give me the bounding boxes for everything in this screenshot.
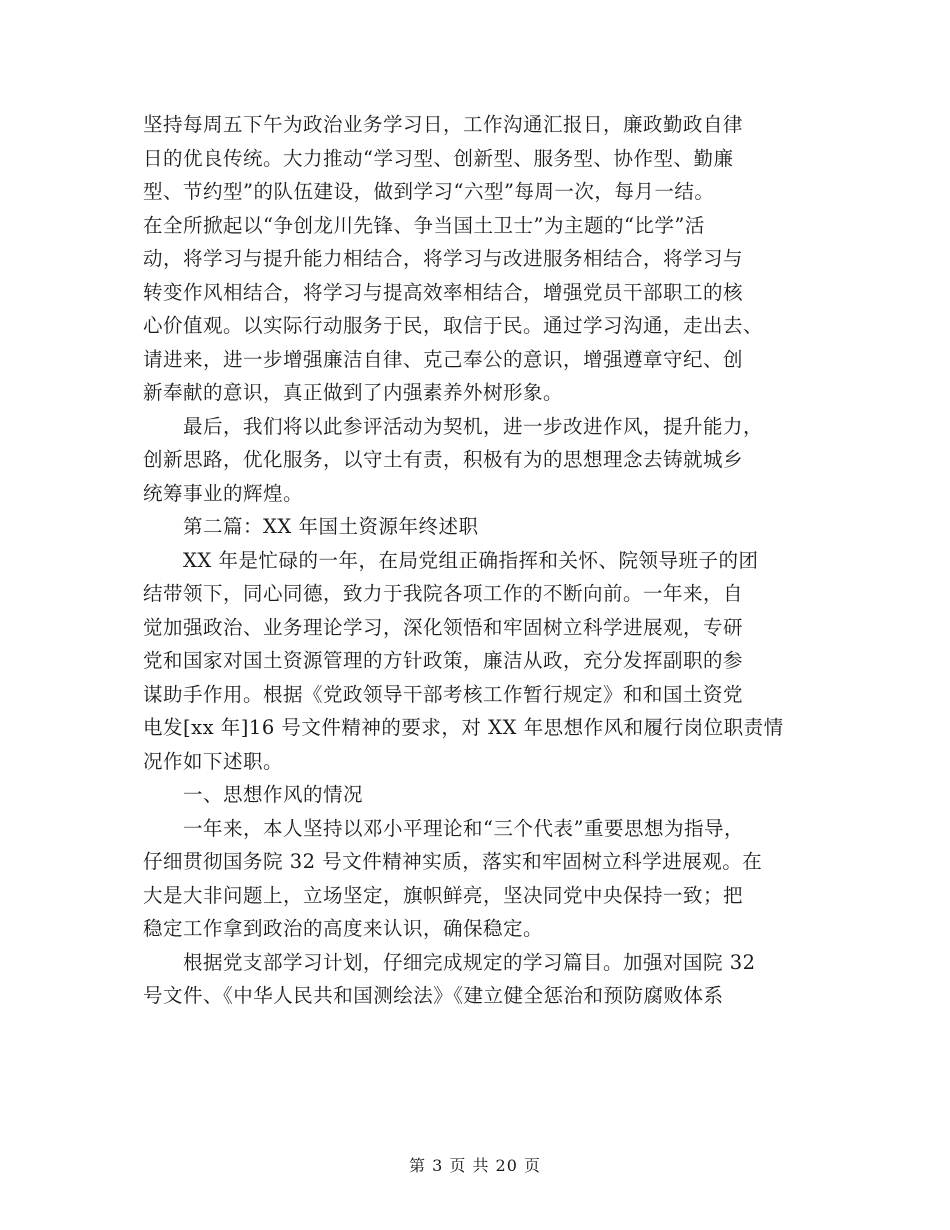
text-line: 况作如下述职。	[143, 749, 284, 773]
text-line: 电发[xx 年]16 号文件精神的要求，对 XX 年思想作风和履行岗位职责情	[143, 716, 784, 739]
text-line: 结带领下，同心同德，致力于我院各项工作的不断向前。一年来，自	[143, 582, 744, 605]
text-line: XX 年是忙碌的一年，在局党组正确指挥和关怀、院领导班子的团	[143, 548, 759, 572]
text-line: 最后，我们将以此参评活动为契机，进一步改进作风，提升能力，	[143, 414, 764, 438]
text-line: 仔细贯彻国务院 32 号文件精神实质，落实和牢固树立科学进展观。在	[143, 850, 763, 873]
text-line: 新奉献的意识，真正做到了内强素养外树形象。	[143, 381, 564, 404]
text-line: 觉加强政治、业务理论学习，深化领悟和牢固树立科学进展观，专研	[143, 615, 744, 639]
text-line: 转变作风相结合，将学习与提高效率相结合，增强党员干部职工的核	[143, 280, 744, 304]
text-line: 大是大非问题上，立场坚定，旗帜鲜亮，坚决同党中央保持一致；把	[143, 883, 744, 907]
text-line: 谋助手作用。根据《党政领导干部考核工作暂行规定》和和国土资党	[143, 682, 744, 706]
text-line: 在全所掀起以“争创龙川先锋、争当国土卫士”为主题的“比学”活	[143, 213, 705, 237]
text-line: 统筹事业的辉煌。	[143, 481, 304, 505]
page-number-footer: 第 3 页 共 20 页	[409, 1156, 541, 1175]
text-line: 型、节约型”的队伍建设，做到学习“六型”每周一次，每月一结。	[143, 180, 715, 203]
section-heading: 第二篇：XX 年国土资源年终述职	[143, 515, 479, 538]
text-line: 号文件、《中华人民共和国测绘法》《建立健全惩治和预防腐败体系	[143, 984, 724, 1007]
text-line: 请进来，进一步增强廉洁自律、克己奉公的意识，增强遵章守纪、创	[143, 347, 744, 371]
text-line: 稳定工作拿到政治的高度来认识，确保稳定。	[143, 917, 544, 940]
text-line: 坚持每周五下午为政治业务学习日，工作沟通汇报日，廉政勤政自律	[143, 113, 744, 136]
text-line: 一年来，本人坚持以邓小平理论和“三个代表”重要思想为指导，	[143, 816, 744, 840]
text-line: 心价值观。以实际行动服务于民，取信于民。通过学习沟通，走出去、	[143, 314, 764, 337]
text-line: 创新思路，优化服务，以守土有责，积极有为的思想理念去铸就城乡	[143, 448, 744, 471]
text-line: 党和国家对国土资源管理的方针政策，廉洁从政，充分发挥副职的参	[143, 649, 744, 672]
text-line: 动，将学习与提升能力相结合，将学习与改进服务相结合，将学习与	[143, 247, 744, 270]
section-heading: 一、思想作风的情况	[143, 783, 364, 806]
text-line: 日的优良传统。大力推动“学习型、创新型、服务型、协作型、勤廉	[143, 146, 734, 170]
text-line: 根据党支部学习计划，仔细完成规定的学习篇目。加强对国院 32	[143, 950, 756, 974]
document-body	[143, 108, 808, 1013]
